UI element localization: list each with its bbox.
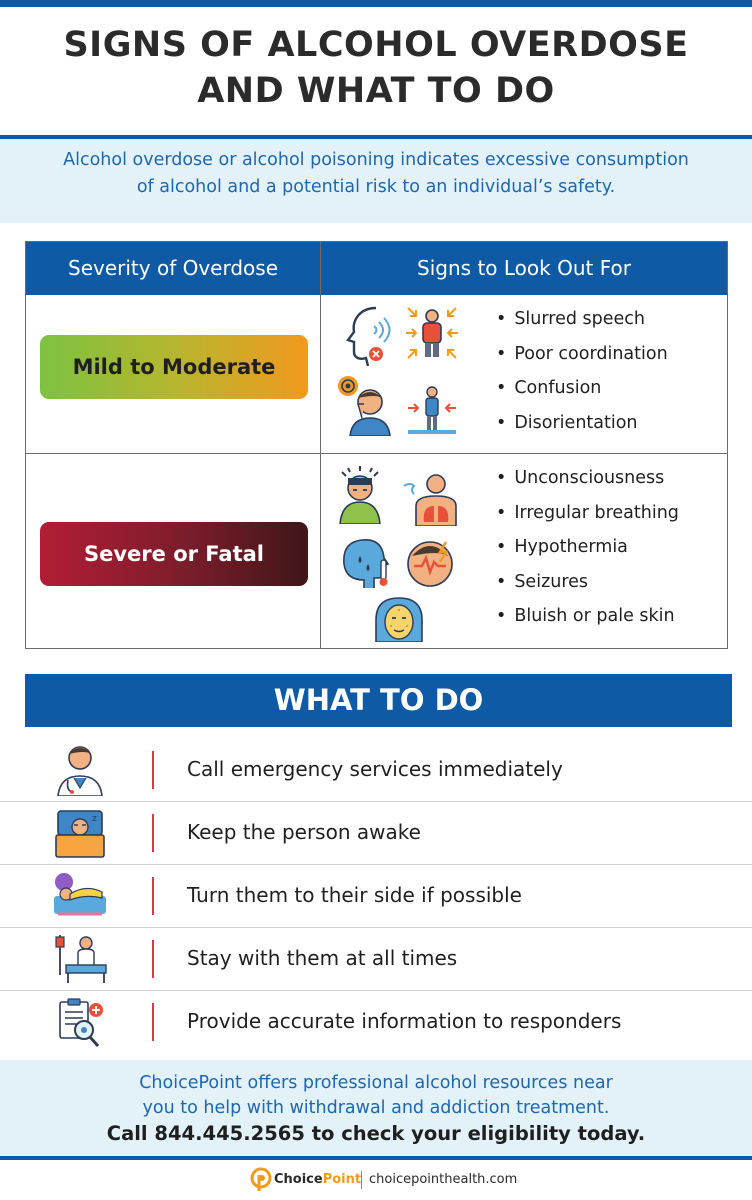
bottom-accent-bar [0,1156,752,1160]
step-text: Keep the person awake [187,820,421,844]
step-row [0,801,752,865]
step-text: Call emergency services immediately [187,757,563,781]
signs-column-header: Signs to Look Out For [417,256,631,280]
list-item: • Disorientation [496,406,668,441]
cta-description [0,1071,752,1121]
hospital-bed-icon [52,933,108,985]
step-separator [152,814,154,852]
unconscious-person-icon [336,466,384,524]
severity-badge-severe: Severe or Fatal [40,522,308,586]
unsteady-person-icon [404,384,460,436]
footer-brand [274,1168,361,1192]
mild-signs-list [496,302,668,440]
cta-phone-line: Call 844.445.2565 to check your eligibility today. [106,1122,646,1145]
seizure-head-icon [402,536,458,592]
step-separator [152,1003,154,1041]
footer-website: choicepointhealth.com [369,1172,518,1187]
sleeping-person-icon [52,807,108,859]
list-item: • Bluish or pale skin [496,599,679,634]
step-text: Stay with them at all times [187,946,458,970]
intro-line-2: of alcohol and a potential risk to an individual’s safety. [136,177,616,197]
list-item: • Unconsciousness [496,461,679,496]
step-separator [152,877,154,915]
speaking-face-icon [346,304,392,368]
cold-thermometer-icon [336,536,392,590]
choicepoint-logo-icon [250,1167,272,1193]
svg-text:z: z [92,814,97,824]
footer [0,1164,752,1196]
intro-line-1: Alcohol overdose or alcohol poisoning indicates excessive consumption [63,150,689,170]
list-item: • Seizures [496,565,679,600]
person-arrows-icon [404,304,460,362]
severity-column-header: Severity of Overdose [68,256,278,280]
medical-report-icon [52,996,108,1048]
step-row [0,864,752,928]
severity-badge-mild: Mild to Moderate [40,335,308,399]
top-accent-bar [0,0,752,7]
table-row-divider [26,453,727,454]
brand-part-2: Point [322,1172,362,1187]
pale-face-icon [372,596,426,642]
list-item: • Poor coordination [496,337,668,372]
list-item: • Slurred speech [496,302,668,337]
cta-line-1: ChoicePoint offers professional alcohol resources near [139,1073,613,1093]
title-line-1: SIGNS OF ALCOHOL OVERDOSE [63,25,689,65]
list-item: • Irregular breathing [496,496,679,531]
intro-text [0,147,752,201]
what-to-do-heading: WHAT TO DO [25,674,732,727]
list-item: • Hypothermia [496,530,679,565]
severe-signs-list [496,461,679,634]
lungs-icon [402,472,462,526]
step-row [0,990,752,1053]
footer-divider [361,1171,362,1189]
step-text: Turn them to their side if possible [187,883,522,907]
table-header [26,242,727,295]
step-separator [152,940,154,978]
recovery-position-icon [52,870,108,922]
step-text: Provide accurate information to responders [187,1009,622,1033]
list-item: • Confusion [496,371,668,406]
cta-line-2: you to help with withdrawal and addiction treatment. [142,1098,610,1118]
dizzy-person-icon [336,374,392,436]
doctor-icon [52,744,108,796]
step-separator [152,751,154,789]
brand-part-1: Choice [274,1172,323,1187]
table-column-divider [320,242,321,648]
step-row [0,927,752,991]
title-line-2: AND WHAT TO DO [197,71,555,111]
signs-table [25,241,728,649]
step-row [0,738,752,802]
page-title [0,22,752,114]
